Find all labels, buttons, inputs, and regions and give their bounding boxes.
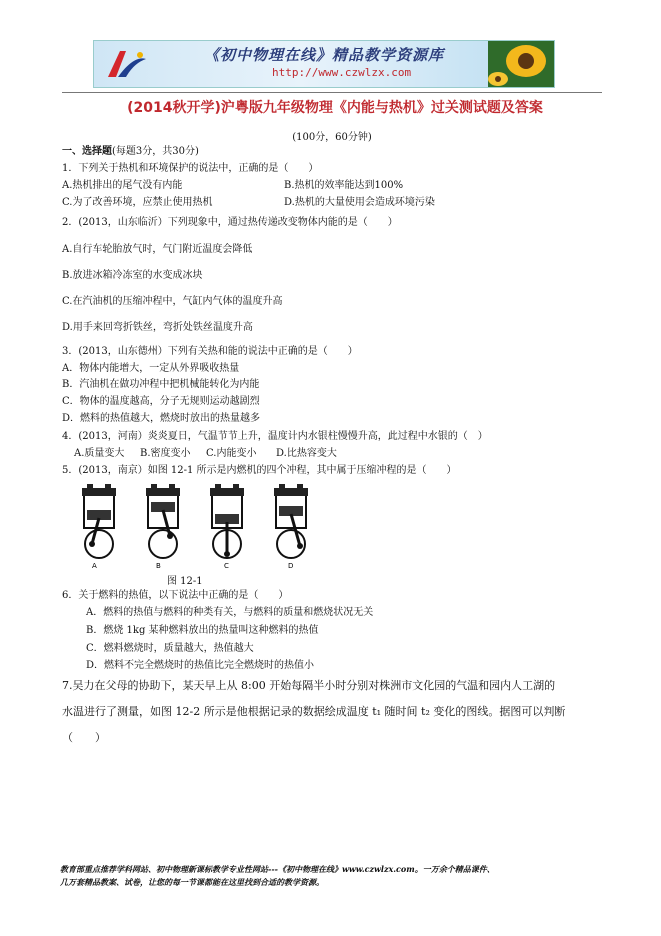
- q4-option-d: D.比热容变大: [276, 448, 337, 459]
- engine-c-icon: [210, 484, 244, 558]
- header-divider: [62, 92, 602, 93]
- figure-label-c: C: [224, 562, 229, 570]
- engine-a-icon: [82, 484, 116, 558]
- q4-option-b: B.密度变小: [140, 448, 191, 459]
- q2-option-c: C.在汽油机的压缩冲程中，气缸内气体的温度升高: [62, 296, 283, 307]
- q1-option-c: C.为了改善环境，应禁止使用热机: [62, 197, 213, 208]
- section-heading: [62, 145, 199, 158]
- q2-option-b: B.放进冰箱冷冻室的水变成冰块: [62, 270, 203, 281]
- q1-stem: 1．下列关于热机和环境保护的说法中，正确的是（ ）: [62, 163, 319, 174]
- section-note: (每题3分，共30分): [112, 146, 199, 157]
- q1-option-d: D.热机的大量使用会造成环境污染: [284, 197, 435, 208]
- document-subtitle: (100分，60分钟): [292, 132, 372, 143]
- figure-label-b: B: [156, 562, 161, 570]
- section-title: 一、选择题: [62, 146, 112, 157]
- figure-label-a: A: [92, 562, 97, 570]
- q7-line-2: 水温进行了测量，如图 12-2 所示是他根据记录的数据绘成温度 t₁ 随时间 t₂ 变化的图线。据图可以判断: [62, 705, 566, 718]
- q2-option-a: A.自行车轮胎放气时，气门附近温度会降低: [62, 244, 253, 255]
- q4-stem: 4．(2013，河南）炎炎夏日，气温节节上升，温度计内水银柱慢慢升高，此过程中水银的（ ）: [62, 431, 488, 442]
- q6-option-a: A．燃料的热值与燃料的种类有关，与燃料的质量和燃烧状况无关: [86, 607, 374, 618]
- engine-b-icon: [146, 484, 180, 558]
- q3-option-d: D．燃料的热值越大，燃烧时放出的热量越多: [62, 413, 261, 424]
- q6-stem: 6．关于燃料的热值，以下说法中正确的是（ ）: [62, 590, 289, 601]
- figure-label-d: D: [288, 562, 294, 570]
- q1-option-b: B.热机的效率能达到100%: [284, 180, 404, 191]
- q5-stem: 5．(2013，南京）如图 12-1 所示是内燃机的四个冲程，其中属于压缩冲程的是（ ）: [62, 465, 457, 476]
- q3-stem: 3．(2013，山东德州）下列有关热和能的说法中正确的是（ ）: [62, 346, 358, 357]
- q7-line-1: 7.吴力在父母的协助下，某天早上从 8:00 开始每隔半小时分别对株洲市文化园的气温和园内人工湖的: [62, 679, 556, 692]
- engine-strokes-figure: [78, 484, 328, 570]
- document-title: (2014秋开学)沪粤版九年级物理《内能与热机》过关测试题及答案: [127, 100, 543, 116]
- q6-option-c: C．燃料燃烧时，质量越大，热值越大: [86, 643, 254, 654]
- q3-option-c: C．物体的温度越高，分子无规则运动越剧烈: [62, 396, 260, 407]
- header-banner: [93, 40, 555, 88]
- site-logo-icon: [104, 47, 150, 81]
- q2-option-d: D.用手来回弯折铁丝，弯折处铁丝温度升高: [62, 322, 253, 333]
- q7-line-3: （ ）: [62, 731, 106, 744]
- q6-option-d: D．燃料不完全燃烧时的热值比完全燃烧时的热值小: [86, 660, 315, 671]
- q4-option-c: C.内能变小: [206, 448, 257, 459]
- banner-title: 《初中物理在线》精品教学资源库: [204, 46, 445, 64]
- q3-option-b: B．汽油机在做功冲程中把机械能转化为内能: [62, 379, 260, 390]
- banner-url: http://www.czwlzx.com: [272, 66, 412, 79]
- figure-caption: 图 12-1: [167, 576, 203, 587]
- footer-line-2: 几万套精品教案、试卷，让您的每一节课都能在这里找到合适的教学资源。: [60, 877, 324, 887]
- q3-option-a: A．物体内能增大，一定从外界吸收热量: [62, 363, 240, 374]
- q2-stem: 2．(2013，山东临沂）下列现象中，通过热传递改变物体内能的是（ ）: [62, 217, 398, 228]
- footer-line-1: 教育部重点推荐学科网站、初中物理新课标教学专业性网站---《初中物理在线》www.czwlzx.com。一万余个精品课件、: [60, 864, 495, 874]
- sunflower-icon: [488, 41, 554, 87]
- q4-option-a: A.质量变大: [74, 448, 125, 459]
- q6-option-b: B．燃烧 1kg 某种燃料放出的热量叫这种燃料的热值: [86, 625, 319, 636]
- engine-d-icon: [274, 484, 308, 558]
- q1-option-a: A.热机排出的尾气没有内能: [62, 180, 183, 191]
